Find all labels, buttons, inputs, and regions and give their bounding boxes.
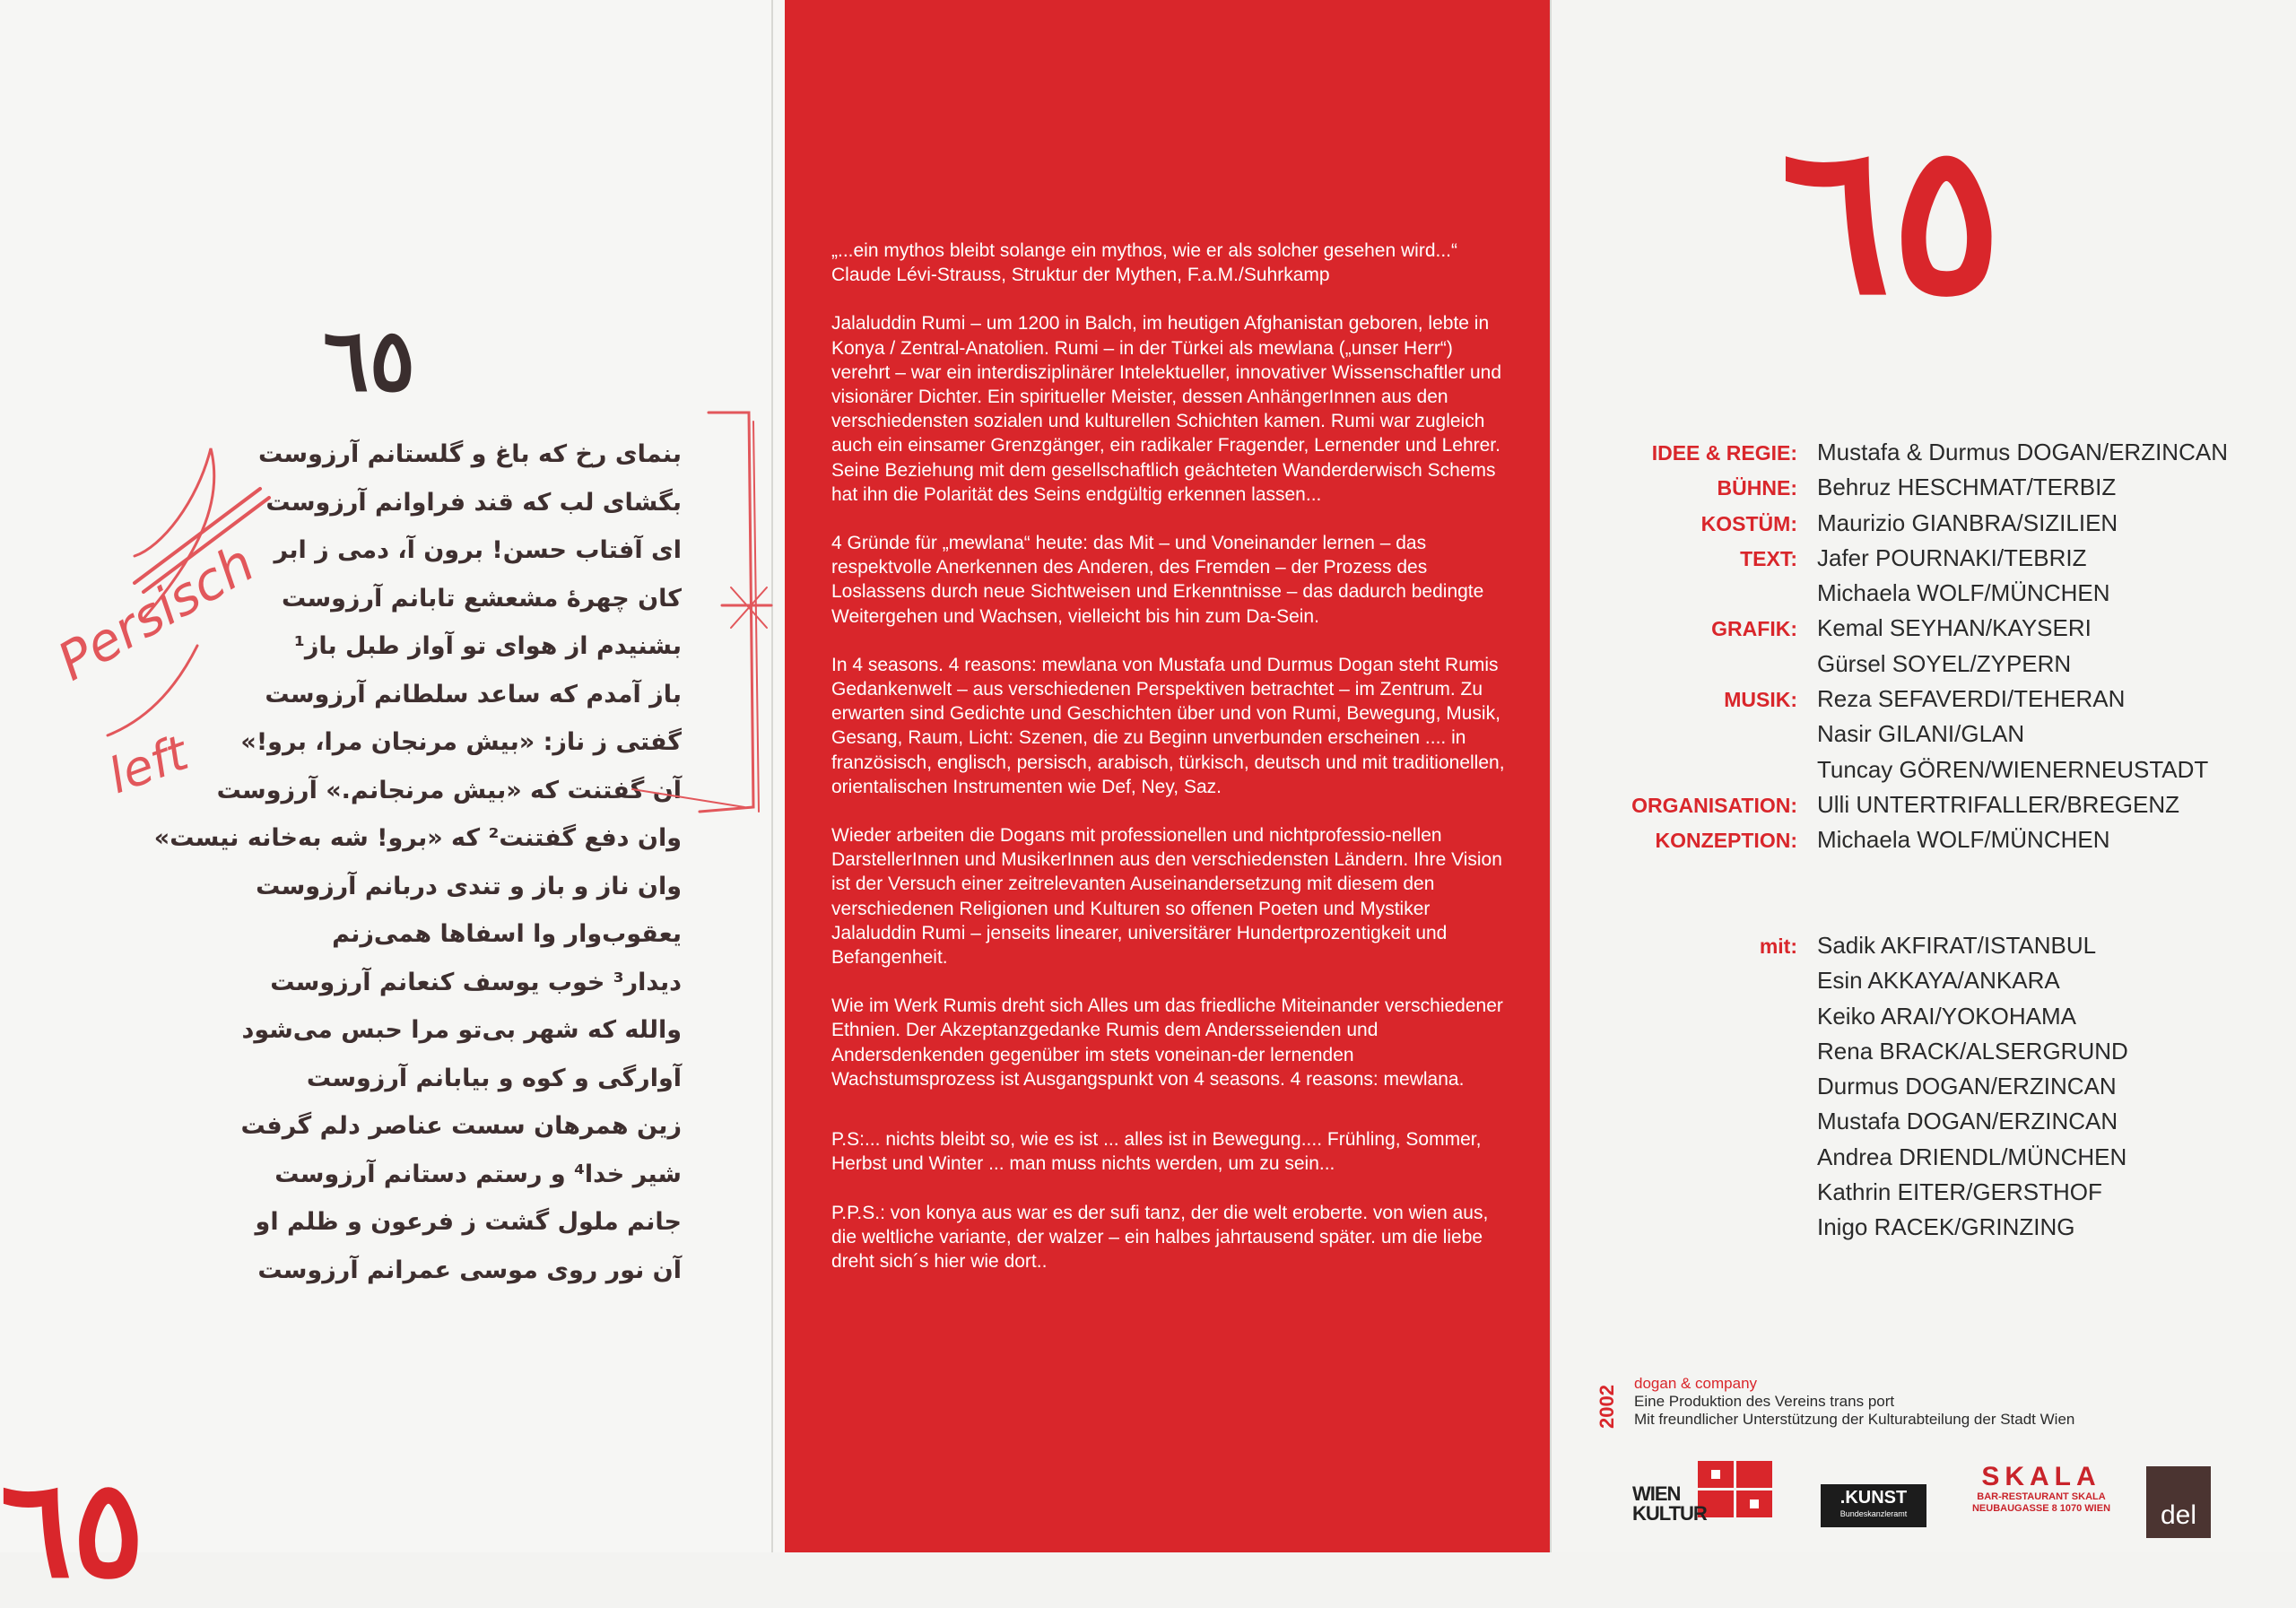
- poem-line: کان چهرهٔ مشعشع تابانم آرزوست: [282, 584, 682, 613]
- cast-row: [1596, 1104, 2260, 1139]
- credit-role: GRAFIK:: [1711, 617, 1797, 641]
- cast-row: [1596, 1140, 2260, 1175]
- cast-name: Rena BRACK/ALSERGRUND: [1817, 1037, 2128, 1065]
- skala-logo-sub1: BAR-RESTAURANT SKALA: [1977, 1491, 2106, 1502]
- credit-row: [1596, 611, 2260, 646]
- cast-name: Durmus DOGAN/ERZINCAN: [1817, 1073, 2117, 1100]
- title-number: ٦٥: [1780, 99, 2003, 341]
- poem-line: وان دفع گفتنت² که «برو! شه به‌خانه نیست»: [153, 824, 682, 852]
- credit-name: Behruz HESCHMAT/TERBIZ: [1817, 474, 2117, 501]
- cast-label: mit:: [1759, 934, 1797, 958]
- credit-row: [1596, 470, 2260, 505]
- cast-name: Esin AKKAYA/ANKARA: [1817, 967, 2060, 995]
- cast-row: [1596, 999, 2260, 1034]
- kunst-logo: [1821, 1484, 1926, 1527]
- year: 2002: [1596, 1385, 1618, 1429]
- credit-role: BÜHNE:: [1717, 476, 1797, 500]
- credit-name: Nasir GILANI/GLAN: [1817, 720, 2025, 748]
- credit-name: Kemal SEYHAN/KAYSERI: [1817, 614, 2092, 642]
- poem-line: بنمای رخ که باغ و گلستانم آرزوست: [257, 440, 682, 468]
- support-note: Mit freundlicher Unterstützung der Kulturabteilung der Stadt Wien: [1634, 1411, 2075, 1428]
- cast-name: Andrea DRIENDL/MÜNCHEN: [1817, 1143, 2127, 1170]
- cast-row: [1596, 1069, 2260, 1104]
- poem-line: آن نور روی موسی عمرانم آرزوست: [257, 1256, 682, 1284]
- paragraph: 4 Gründe für „mewlana“ heute: das Mit – und Voneinander lernen – das respektvolle Anerkennen des Anderen, des Fremden – der Prozess des Loslassens durch neue Sichtweisen und Erkenntnisse – das dadurch bedingte Weitergehen und Wachsen, vielleicht bis hin zum Da-Sein.: [831, 533, 1484, 627]
- cast-row: [1596, 1210, 2260, 1245]
- credit-row: [1596, 541, 2260, 576]
- credit-row: [1596, 717, 2260, 752]
- credit-role: IDEE & REGIE:: [1651, 441, 1797, 465]
- poem-line: شیر خدا⁴ و رستم دستانم آرزوست: [274, 1160, 682, 1188]
- credit-name: Tuncay GÖREN/WIENERNEUSTADT: [1817, 755, 2209, 783]
- production-note: Eine Produktion des Vereins trans port: [1634, 1393, 1895, 1410]
- cast-list: [1596, 928, 2260, 1246]
- cast-row: [1596, 928, 2260, 963]
- quote-paragraph: „...ein mythos bleibt solange ein mythos, wie er als solcher gesehen wird...“ Claude Lévi-Strauss, Struktur der Mythen, F.a.M./Suhrkamp: [831, 240, 1457, 286]
- poem-line: وان ناز و باز و تندی دربانم آرزوست: [256, 872, 682, 900]
- credit-name: Reza SEFAVERDI/TEHERAN: [1817, 685, 2126, 713]
- poem-line: بشنیدم از هوای تو آواز طبل باز¹: [294, 632, 682, 660]
- credit-row: [1596, 506, 2260, 541]
- credit-row: [1596, 752, 2260, 787]
- panel-number: ٦٥: [323, 309, 416, 411]
- description-text: [831, 239, 1513, 1298]
- skala-logo: [1961, 1463, 2122, 1515]
- poem-line: یعقوب‌وار وا اسفاها همی‌زنم: [332, 920, 682, 948]
- wien-logo-line1: WIEN: [1632, 1482, 1681, 1505]
- credit-row: [1596, 682, 2260, 717]
- credit-name: Michaela WOLF/MÜNCHEN: [1817, 826, 2110, 854]
- wien-kultur-logo: [1631, 1459, 1787, 1531]
- credit-role: KONZEPTION:: [1655, 829, 1797, 853]
- credit-row: [1596, 647, 2260, 682]
- wien-logo-line2: KULTUR: [1632, 1502, 1707, 1525]
- credit-row: [1596, 822, 2260, 857]
- paragraph: Wieder arbeiten die Dogans mit professionellen und nichtprofessio-nellen DarstellerInnen und MusikerInnen aus den verschiedensten Ländern. Ihre Vision ist der Versuch einer zeitrelevanten Auseinandersetzung mit diesem den verschiedenen Religionen und Kulturen so offenen Poeten und Mystiker Jalaluddin Rumi – jenseits linearer, universitärer Hundertprozentigkeit und Befangenheit.: [831, 825, 1502, 969]
- kunst-logo-text: .KUNST: [1839, 1488, 1908, 1508]
- cast-name: Sadik AKFIRAT/ISTANBUL: [1817, 932, 2097, 959]
- poem-line: باز آمدم که ساعد سلطانم آرزوست: [265, 680, 682, 708]
- production-footer: [1596, 1375, 2075, 1429]
- bottom-number: ٦٥: [0, 1450, 145, 1608]
- handwriting-left: left: [100, 724, 196, 805]
- handwritten-annotation: [0, 0, 785, 897]
- poem-line: آن گفتنت که «بیش مرنجانم.» آرزوست: [216, 776, 682, 804]
- credit-name: Gürsel SOYEL/ZYPERN: [1817, 649, 2072, 677]
- paragraph: In 4 seasons. 4 reasons: mewlana von Mustafa und Durmus Dogan steht Rumis Gedankenwelt – aus verschiedenen Perspektiven betrachtet – im Zentrum. Zu erwarten sind Gedichte und Geschichten über und von Rumi, Bewegung, Musik, Gesang, Raum, Licht: Szenen, die zu Beginn unverbunden erscheinen .... in französisch, englisch, persisch, arabisch, türkisch, deutsch und mit traditionellen, orientalischen Instrumenten wie Def, Ney, Saz.: [831, 654, 1505, 797]
- credit-row: [1596, 435, 2260, 470]
- cast-name: Kathrin EITER/GERSTHOF: [1817, 1178, 2102, 1206]
- fold-line: [1550, 0, 1552, 1552]
- poem-line: آوارگی و کوه و بیابانم آرزوست: [306, 1064, 682, 1092]
- poem-line: بگشای لب که قند فراوانم آرزوست: [265, 488, 682, 517]
- postscript: P.S:... nichts bleibt so, wie es ist ... alles ist in Bewegung.... Frühling, Sommer, Herbst und Winter ... man muss nichts werden, um zu sein...: [831, 1129, 1482, 1175]
- cast-name: Mustafa DOGAN/ERZINCAN: [1817, 1108, 2118, 1135]
- del-logo: del: [2146, 1466, 2211, 1538]
- credits-list: [1596, 435, 2260, 858]
- cast-name: Inigo RACEK/GRINZING: [1817, 1213, 2075, 1241]
- cast-row: [1596, 1175, 2260, 1210]
- credit-name: Maurizio GIANBRA/SIZILIEN: [1817, 508, 2118, 536]
- kunst-logo-sub: Bundeskanzleramt: [1839, 1509, 1908, 1518]
- credit-role: ORGANISATION:: [1631, 793, 1797, 817]
- credit-role: TEXT:: [1740, 546, 1797, 570]
- credit-role: MUSIK:: [1724, 688, 1797, 712]
- poem-line: گفتی ز ناز: «بیش مرنجان مرا، برو!»: [240, 728, 682, 756]
- cast-row: [1596, 963, 2260, 998]
- poem-line: والله که شهر بی‌تو مرا حبس می‌شود: [241, 1016, 682, 1044]
- cast-name: Keiko ARAI/YOKOHAMA: [1817, 1002, 2076, 1030]
- credit-row: [1596, 787, 2260, 822]
- poem-line: زین همرهان سست عناصر دلم گرفت: [240, 1112, 682, 1140]
- skala-logo-text: SKALA: [1981, 1462, 2101, 1491]
- poem-line: جانم ملول گشت ز فرعون و ظلم او: [255, 1208, 682, 1236]
- credit-name: Jafer POURNAKI/TEBRIZ: [1817, 543, 2087, 571]
- credit-name: Michaela WOLF/MÜNCHEN: [1817, 579, 2110, 607]
- handwriting-persisch: Persisch: [48, 532, 265, 693]
- credit-row: [1596, 576, 2260, 611]
- poem-line: دیدار³ خوب یوسف کنعانم آرزوست: [270, 968, 682, 996]
- credit-name: Mustafa & Durmus DOGAN/ERZINCAN: [1817, 439, 2228, 465]
- company-name: dogan & company: [1634, 1375, 1758, 1392]
- credit-role: KOSTÜM:: [1700, 511, 1797, 535]
- skala-logo-sub2: NEUBAUGASSE 8 1070 WIEN: [1971, 1503, 2111, 1514]
- credit-name: Ulli UNTERTRIFALLER/BREGENZ: [1817, 790, 2180, 818]
- postscript: P.P.S.: von konya aus war es der sufi tanz, der die welt eroberte. von wien aus, die weltliche variante, der walzer – ein halbes jahrtausend später. um die liebe dreht sich´s hier wie dort..: [831, 1202, 1489, 1272]
- poem-line: ای آفتاب حسن! برون آ، دمی ز ابر: [274, 536, 682, 564]
- sponsor-logos: [1631, 1457, 2258, 1538]
- paragraph: Wie im Werk Rumis dreht sich Alles um das friedliche Miteinander verschiedener Ethnien. Der Akzeptanzgedanke Rumis dem Andersseienden und Andersdenkenden gegenüber im stets voneinan-der lernenden Wachstumsprozess ist Ausgangspunkt von 4 seasons. 4 reasons: mewlana.: [831, 995, 1503, 1090]
- cast-row: [1596, 1034, 2260, 1069]
- paragraph: Jalaluddin Rumi – um 1200 in Balch, im heutigen Afghanistan geboren, lebte in Konya / Zentral-Anatolien. Rumi – in der Türkei als mewlana („unser Herr“) verehrt – war ein interdisziplinärer Intelektueller, innovativer Wissenschaftler und visionärer Dichter. Ein spiritueller Meister, dessen AnhängerInnen aus den verschiedensten sozialen und kulturellen Schichten kamen. Rumi war zugleich auch ein einsamer Grenzgänger, ein radikaler Fragender, Lernender und Lehrer. Seine Beziehung mit dem gesellschaftlich geächteten Wanderderwisch Schems hat ihn die Polarität des Seins endgültig erkennen lassen...: [831, 313, 1502, 505]
